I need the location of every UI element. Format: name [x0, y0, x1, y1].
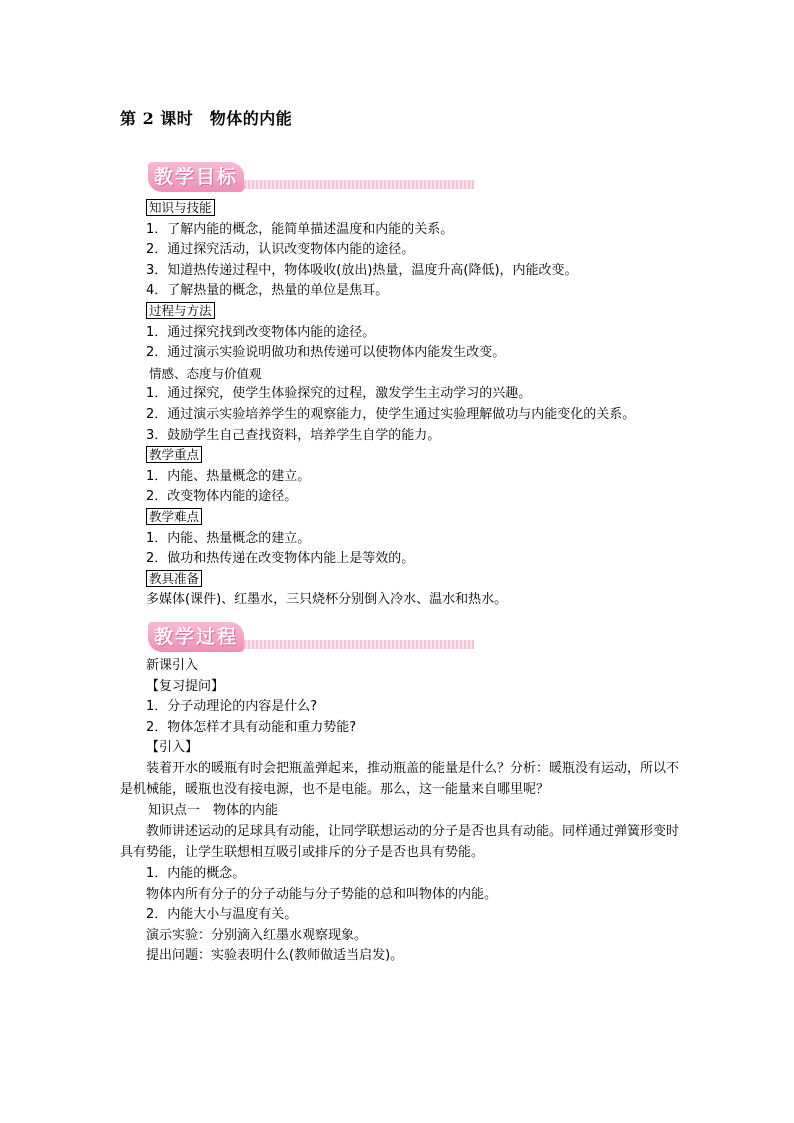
- process-banner: [148, 622, 476, 654]
- list-item: 演示实验：分别滴入红墨水观察现象。: [146, 927, 368, 943]
- list-item: 2．物体怎样才具有动能和重力势能?: [146, 719, 357, 735]
- list-item: 4．了解热量的概念，热量的单位是焦耳。: [146, 283, 389, 299]
- point1-heading-wrap: [148, 801, 708, 822]
- point1-heading: 知识点一 物体的内能: [148, 803, 279, 818]
- list-item: 提出问题：实验表明什么(教师做适当启发)。: [146, 948, 404, 964]
- point1-paragraph: 教师讲述运动的足球具有动能，让同学联想运动的分子是否也具有动能。同样通过弹簧形变时具有势能，让学生联想相互吸引或排斥的分子是否也具有势能。: [120, 824, 680, 860]
- point1-lines: [146, 864, 706, 967]
- goals-section: [146, 199, 706, 611]
- page-title: 第 2 课时 物体的内能: [120, 109, 293, 128]
- heading-knowledge: 知识与技能: [146, 199, 215, 216]
- list-item: 2．做功和热传递在改变物体内能上是等效的。: [146, 551, 415, 567]
- goals-banner-label: 教学目标: [148, 162, 244, 192]
- process-section: [146, 656, 706, 759]
- list-item: 物体内所有分子的分子动能与分子势能的总和叫物体的内能。: [146, 886, 498, 902]
- list-item: 1．内能、热量概念的建立。: [146, 530, 311, 546]
- banner-strip: [228, 640, 474, 649]
- list-item: 3．知道热传递过程中，物体吸收(放出)热量，温度升高(降低)，内能改变。: [146, 262, 578, 278]
- heading-key: 教学重点: [146, 446, 202, 463]
- list-item: 3．鼓励学生自己查找资料，培养学生自学的能力。: [146, 427, 441, 443]
- heading-attitude: 情感、态度与价值观: [149, 365, 262, 381]
- banner-strip: [228, 180, 474, 189]
- heading-method: 过程与方法: [146, 302, 215, 319]
- heading-tools: 教具准备: [146, 570, 202, 587]
- lead-heading: 【引入】: [146, 740, 199, 756]
- list-item: 1．了解内能的概念，能简单描述温度和内能的关系。: [146, 221, 454, 237]
- list-item: 2．内能大小与温度有关。: [146, 907, 298, 923]
- intro-heading: 新课引入: [146, 658, 199, 673]
- review-heading: 【复习提问】: [146, 678, 225, 694]
- list-item: 1．内能的概念。: [146, 866, 246, 881]
- list-item: 2．改变物体内能的途径。: [146, 489, 298, 505]
- list-item: 1．内能、热量概念的建立。: [146, 468, 311, 484]
- process-banner-label: 教学过程: [148, 622, 244, 652]
- list-item: 2．通过演示实验培养学生的观察能力，使学生通过实验理解做功与内能变化的关系。: [146, 406, 636, 422]
- goals-banner: [148, 162, 476, 194]
- list-item: 1．通过探究找到改变物体内能的途径。: [146, 324, 376, 340]
- list-item: 1．分子动理论的内容是什么?: [146, 699, 318, 715]
- heading-difficult: 教学难点: [146, 508, 202, 525]
- list-item: 2．通过探究活动，认识改变物体内能的途径。: [146, 242, 415, 258]
- lead-paragraph: 装着开水的暖瓶有时会把瓶盖弹起来，推动瓶盖的能量是什么？分析：暖瓶没有运动，所以不是机械能，暖瓶也没有接电源，也不是电能。那么，这一能量来自哪里呢？: [120, 761, 680, 797]
- list-item: 1．通过探究，使学生体验探究的过程，激发学生主动学习的兴趣。: [146, 386, 532, 402]
- list-item: 2．通过演示实验说明做功和热传递可以使物体内能发生改变。: [146, 345, 506, 361]
- list-item: 多媒体(课件)、红墨水，三只烧杯分别倒入冷水、温水和热水。: [146, 592, 508, 608]
